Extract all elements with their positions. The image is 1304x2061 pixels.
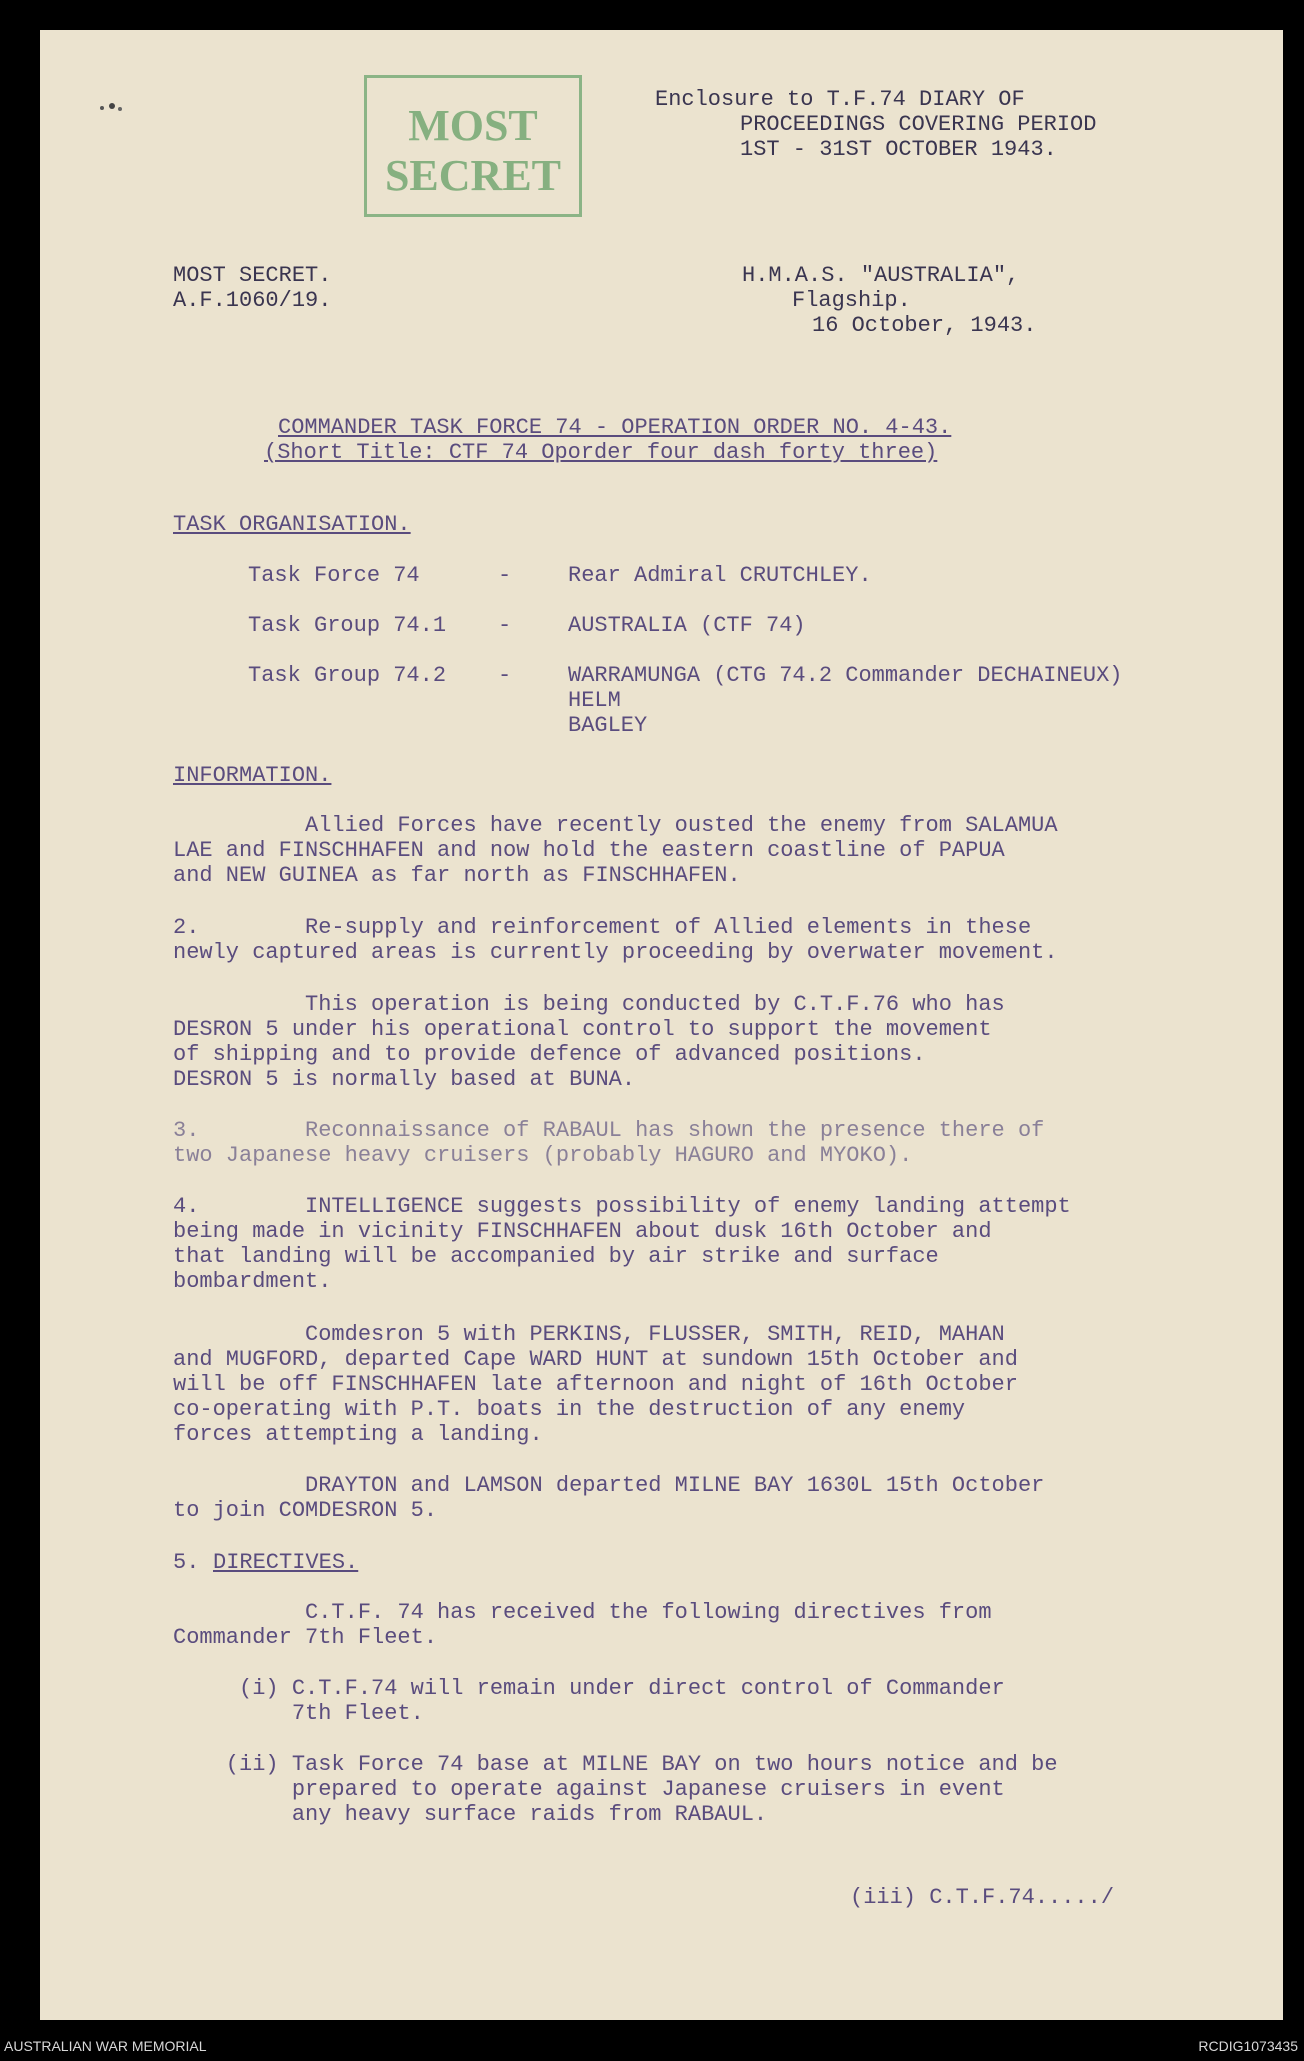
task-extra-helm: HELM — [568, 688, 621, 713]
info-para3-line2: two Japanese heavy cruisers (probably HAGURO and MYOKO). — [173, 1143, 913, 1168]
most-secret-stamp — [364, 75, 582, 217]
task-organisation-heading: TASK ORGANISATION. — [173, 512, 411, 537]
directives-number: 5. — [173, 1550, 200, 1575]
task-extra-bagley: BAGLEY — [568, 713, 648, 738]
task-dash-2: - — [498, 613, 512, 638]
order-title: COMMANDER TASK FORCE 74 - OPERATION ORDER NO. 4-43. — [278, 415, 952, 440]
info-para2b-line4: DESRON 5 is normally based at BUNA. — [173, 1067, 636, 1092]
directives-heading: DIRECTIVES. — [213, 1550, 359, 1575]
info-para2b-line2: DESRON 5 under his operational control to support the movement — [173, 1017, 992, 1042]
info-para4b-line1: Comdesron 5 with PERKINS, FLUSSER, SMITH, REID, MAHAN — [173, 1322, 1005, 1347]
directives-intro-line2: Commander 7th Fleet. — [173, 1625, 438, 1650]
classification: MOST SECRET. — [173, 263, 332, 288]
order-short-title: (Short Title: CTF 74 Oporder four dash forty three) — [264, 440, 938, 465]
directive-item2-line2: prepared to operate against Japanese cruisers in event — [173, 1777, 1005, 1802]
smudge-mark-icon — [98, 100, 126, 114]
info-para4b-line5: forces attempting a landing. — [173, 1422, 543, 1447]
info-para2b-line3: of shipping and to provide defence of advanced positions. — [173, 1042, 926, 1067]
stamp-line-2: SECRET — [384, 151, 562, 200]
directive-item1-line2: 7th Fleet. — [173, 1701, 424, 1726]
info-para1-line3: and NEW GUINEA as far north as FINSCHHAFEN. — [173, 863, 741, 888]
ship-name: H.M.A.S. "AUSTRALIA", — [742, 263, 1020, 288]
info-para3-line1: 3. Reconnaissance of RABAUL has shown the presence there of — [173, 1118, 1045, 1143]
task-detail-1: Rear Admiral CRUTCHLEY. — [568, 563, 872, 588]
info-para4-line2: being made in vicinity FINSCHHAFEN about dusk 16th October and — [173, 1219, 992, 1244]
task-unit-2: Task Group 74.1 — [248, 613, 447, 638]
info-para1-line1: Allied Forces have recently ousted the enemy from SALAMUA — [173, 813, 1058, 838]
directive-item1-line1: (i) C.T.F.74 will remain under direct control of Commander — [173, 1676, 1005, 1701]
info-para1-line2: LAE and FINSCHHAFEN and now hold the eastern coastline of PAPUA — [173, 838, 1005, 863]
task-unit-3: Task Group 74.2 — [248, 663, 447, 688]
task-dash-1: - — [498, 563, 512, 588]
enclosure-line-3: 1ST - 31ST OCTOBER 1943. — [740, 137, 1057, 162]
footer-archive-name: AUSTRALIAN WAR MEMORIAL — [4, 2038, 207, 2054]
info-para4c-line2: to join COMDESRON 5. — [173, 1498, 438, 1523]
info-para4b-line3: will be off FINSCHHAFEN late afternoon and night of 16th October — [173, 1372, 1018, 1397]
info-para4-line4: bombardment. — [173, 1269, 332, 1294]
stamp-line-1: MOST — [408, 101, 538, 150]
task-detail-3: WARRAMUNGA (CTG 74.2 Commander DECHAINEUX) — [568, 663, 1123, 688]
info-para4b-line4: co-operating with P.T. boats in the destruction of any enemy — [173, 1397, 966, 1422]
task-dash-3: - — [498, 663, 512, 688]
directive-item2-line3: any heavy surface raids from RABAUL. — [173, 1802, 768, 1827]
ship-role: Flagship. — [792, 288, 911, 313]
continued-marker: (iii) C.T.F.74...../ — [850, 1885, 1115, 1910]
directive-item2-line1: (ii) Task Force 74 base at MILNE BAY on two hours notice and be — [173, 1752, 1058, 1777]
info-para4c-line1: DRAYTON and LAMSON departed MILNE BAY 1630L 15th October — [173, 1473, 1045, 1498]
footer-record-id: RCDIG1073435 — [1198, 2038, 1298, 2054]
info-para2-line1: 2. Re-supply and reinforcement of Allied elements in these — [173, 915, 1032, 940]
info-para2b-line1: This operation is being conducted by C.T.F.76 who has — [173, 992, 1005, 1017]
task-unit-1: Task Force 74 — [248, 563, 420, 588]
directives-intro-line1: C.T.F. 74 has received the following directives from — [173, 1600, 992, 1625]
task-detail-2: AUSTRALIA (CTF 74) — [568, 613, 806, 638]
info-para2-line2: newly captured areas is currently proceeding by overwater movement. — [173, 940, 1058, 965]
info-para4b-line2: and MUGFORD, departed Cape WARD HUNT at sundown 15th October and — [173, 1347, 1018, 1372]
document-date: 16 October, 1943. — [812, 313, 1037, 338]
info-para4-line1: 4. INTELLIGENCE suggests possibility of enemy landing attempt — [173, 1194, 1071, 1219]
document-page — [40, 30, 1283, 2020]
enclosure-line-2: PROCEEDINGS COVERING PERIOD — [740, 112, 1097, 137]
info-para4-line3: that landing will be accompanied by air strike and surface — [173, 1244, 939, 1269]
file-number: A.F.1060/19. — [173, 288, 332, 313]
enclosure-line-1: Enclosure to T.F.74 DIARY OF — [655, 87, 1025, 112]
information-heading: INFORMATION. — [173, 763, 332, 788]
